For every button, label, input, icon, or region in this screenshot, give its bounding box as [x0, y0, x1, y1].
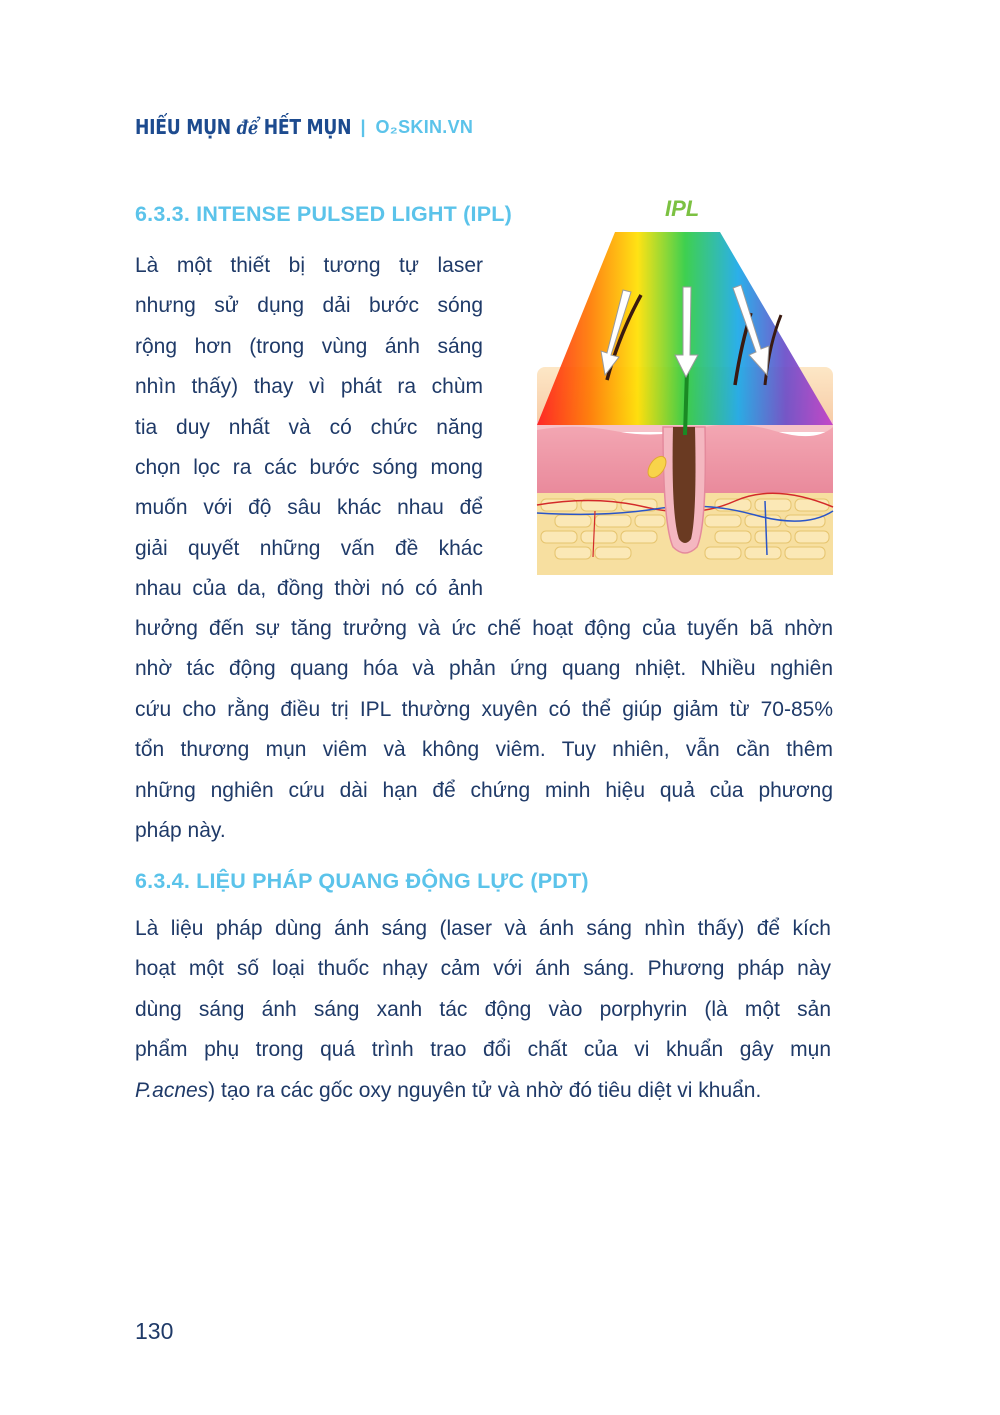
text-line: tổn thương mụn viêm và không viêm. Tuy nhiên, vẫn cần thêm [135, 738, 833, 762]
text-line: hoạt một số loại thuốc nhạy cảm với ánh sáng. Phương pháp này [135, 957, 831, 981]
ipl-skin-diagram-icon [535, 195, 835, 585]
text-line: muốn với độ sâu khác nhau để [135, 496, 483, 520]
text-line: tia duy nhất và có chức năng [135, 415, 483, 439]
ipl-paragraph-full [135, 609, 833, 851]
text-line: nhau của da, đồng thời nó có ảnh [135, 577, 483, 601]
pdt-paragraph [135, 909, 831, 1111]
text-line: hưởng đến sự tăng trưởng và ức chế hoạt động của tuyến bã nhờn [135, 617, 833, 640]
bacteria-name: P.acnes [135, 1078, 209, 1102]
text-line-rest: ) tạo ra các gốc oxy nguyên tử và nhờ đó tiêu diệt vi khuẩn. [208, 1078, 762, 1102]
page-number: 130 [135, 1318, 174, 1344]
text-line: rộng hơn (trong vùng ánh sáng [135, 334, 483, 358]
text-line: những nghiên cứu dài hạn để chứng minh hiệu quả của phương [135, 778, 833, 802]
book-title [135, 115, 351, 139]
text-line: phẩm phụ trong quá trình trao đổi chất của vi khuẩn gây mụn [135, 1038, 831, 1062]
text-line: cứu cho rằng điều trị IPL thường xuyên có thể giúp giảm từ 70-85% [135, 697, 833, 721]
text-line: Là một thiết bị tương tự laser [135, 254, 483, 277]
book-title-part1: HIỂU MỤN [135, 115, 231, 139]
text-line: chọn lọc ra các bước sóng mong [135, 455, 483, 479]
text-line: nhờ tác động quang hóa và phản ứng quang nhiệt. Nhiều nghiên [135, 657, 833, 681]
text-line: pháp này. [135, 818, 226, 842]
header-separator: | [360, 116, 366, 137]
running-header [135, 114, 473, 140]
book-title-part2: HẾT MỤN [263, 115, 352, 139]
ipl-paragraph-narrow [135, 246, 483, 610]
figure-label: IPL [665, 196, 700, 221]
text-line: giải quyết những vấn đề khác [135, 536, 483, 560]
text-line: Là liệu pháp dùng ánh sáng (laser và ánh sáng nhìn thấy) để kích [135, 917, 831, 940]
section-heading-pdt: 6.3.4. LIỆU PHÁP QUANG ĐỘNG LỰC (PDT) [135, 869, 589, 893]
text-line [135, 1071, 831, 1111]
site-name: O₂SKIN.VN [375, 116, 474, 137]
book-title-de: để [236, 117, 258, 139]
text-line: nhưng sử dụng dải bước sóng [135, 294, 483, 318]
section-heading-ipl: 6.3.3. INTENSE PULSED LIGHT (IPL) [135, 202, 512, 226]
text-line: nhìn thấy) thay vì phát ra chùm [135, 375, 483, 399]
text-line: dùng sáng ánh sáng xanh tác động vào porphyrin (là một sản [135, 997, 831, 1021]
